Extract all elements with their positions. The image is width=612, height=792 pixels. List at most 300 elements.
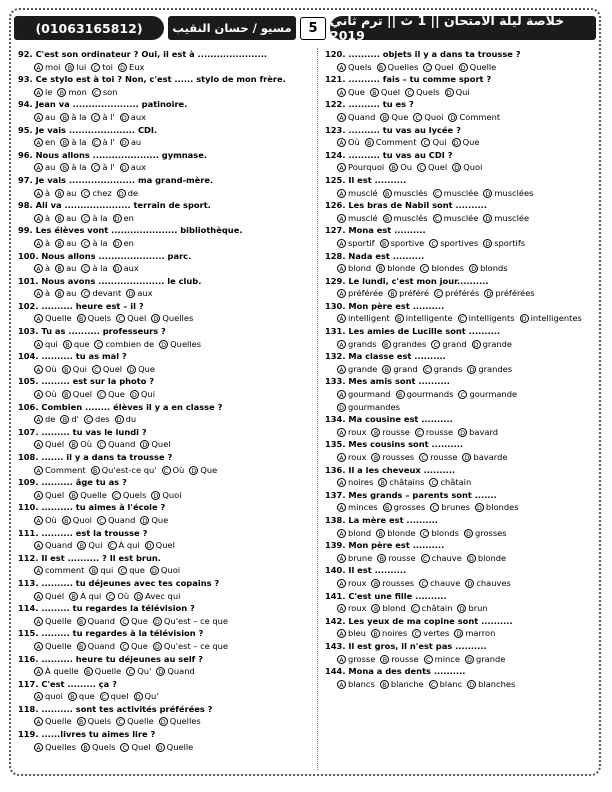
answer-option[interactable] xyxy=(116,715,154,728)
answer-option[interactable] xyxy=(412,627,449,640)
option-letter-circle: B xyxy=(91,466,100,475)
option-text: châtain xyxy=(421,603,453,614)
question-item xyxy=(18,552,314,577)
answer-option[interactable] xyxy=(106,590,129,603)
answer-option[interactable] xyxy=(77,640,115,653)
option-text: Quoi xyxy=(72,514,92,525)
answer-option[interactable] xyxy=(337,338,377,351)
option-text: Quelle xyxy=(80,489,107,500)
option-text: sportives xyxy=(440,237,479,248)
answer-option[interactable] xyxy=(459,61,497,74)
answer-option[interactable] xyxy=(65,61,86,74)
answer-option[interactable] xyxy=(151,489,181,502)
answer-option[interactable] xyxy=(151,312,193,325)
answer-option[interactable] xyxy=(34,212,50,225)
answer-option[interactable] xyxy=(337,187,378,200)
answer-option[interactable] xyxy=(457,602,487,615)
answer-option[interactable] xyxy=(34,312,72,325)
answer-option[interactable] xyxy=(81,237,107,250)
option-text: Qui xyxy=(72,363,87,374)
option-letter-circle: C xyxy=(108,541,117,550)
option-text: brune xyxy=(348,552,373,563)
answer-option[interactable] xyxy=(81,741,116,754)
option-text: Quelle xyxy=(45,640,72,651)
answer-option[interactable] xyxy=(118,564,145,577)
answer-option[interactable] xyxy=(162,464,185,477)
answer-option[interactable] xyxy=(395,312,453,325)
answer-option[interactable] xyxy=(115,413,137,426)
option-text: aux xyxy=(123,263,139,274)
option-letter-circle: B xyxy=(55,214,64,223)
answer-option[interactable] xyxy=(120,136,141,149)
option-text: Comment xyxy=(375,137,417,148)
option-text: blond xyxy=(348,263,372,274)
option-text: Que xyxy=(348,86,365,97)
option-text: blonde xyxy=(477,552,507,563)
answer-option[interactable] xyxy=(483,237,525,250)
answer-option[interactable] xyxy=(452,136,480,149)
option-letter-circle: A xyxy=(34,214,43,223)
answer-option[interactable] xyxy=(62,363,87,376)
answer-option[interactable] xyxy=(423,61,453,74)
answer-option[interactable] xyxy=(81,187,111,200)
answer-option[interactable] xyxy=(126,287,152,300)
answer-option[interactable] xyxy=(120,615,148,628)
question-text: 127. Mona est .......... xyxy=(325,225,426,236)
option-letter-circle: B xyxy=(380,239,389,248)
answer-option[interactable] xyxy=(337,476,373,489)
answer-option[interactable] xyxy=(134,690,159,703)
option-text: Que xyxy=(391,111,409,122)
answer-option[interactable] xyxy=(337,426,366,439)
answer-option[interactable] xyxy=(389,161,412,174)
answer-option[interactable] xyxy=(429,237,478,250)
answer-option[interactable] xyxy=(68,690,95,703)
option-letter-circle: B xyxy=(60,163,69,172)
answer-option[interactable] xyxy=(34,665,79,678)
question-text: 113. .......... tu déjeunes avec tes copains ? xyxy=(18,577,220,588)
answer-option[interactable] xyxy=(465,653,505,666)
answer-option[interactable] xyxy=(431,338,466,351)
answer-option[interactable] xyxy=(371,451,414,464)
answer-option[interactable] xyxy=(120,161,146,174)
answer-option[interactable] xyxy=(69,489,107,502)
answer-option[interactable] xyxy=(97,438,135,451)
answer-option[interactable] xyxy=(377,61,419,74)
option-letter-circle: D xyxy=(120,113,129,122)
answer-option[interactable] xyxy=(77,615,115,628)
answer-option[interactable] xyxy=(434,287,479,300)
answer-option[interactable] xyxy=(34,741,76,754)
answer-option[interactable] xyxy=(60,413,79,426)
answer-option[interactable] xyxy=(34,489,64,502)
answer-option[interactable] xyxy=(337,161,384,174)
answer-option[interactable] xyxy=(55,287,76,300)
option-text: blonds xyxy=(431,527,459,538)
answer-option[interactable] xyxy=(465,577,511,590)
answer-option[interactable] xyxy=(69,438,92,451)
option-letter-circle: D xyxy=(465,655,474,664)
option-letter-circle: A xyxy=(337,503,346,512)
answer-option[interactable] xyxy=(55,187,76,200)
option-text: châtain xyxy=(440,477,472,488)
option-text: lui xyxy=(76,61,87,72)
option-text: gourmande xyxy=(469,389,518,400)
answer-option[interactable] xyxy=(433,212,479,225)
option-text: à l' xyxy=(102,162,115,173)
answer-option[interactable] xyxy=(108,539,140,552)
answer-option[interactable] xyxy=(337,653,375,666)
answer-option[interactable] xyxy=(91,111,114,124)
answer-option[interactable] xyxy=(420,262,464,275)
answer-option[interactable] xyxy=(34,237,50,250)
answer-option[interactable] xyxy=(34,615,72,628)
answer-option[interactable] xyxy=(34,514,57,527)
answer-option[interactable] xyxy=(337,312,390,325)
answer-option[interactable] xyxy=(371,627,407,640)
answer-option[interactable] xyxy=(405,86,440,99)
answer-option[interactable] xyxy=(34,161,55,174)
option-text: Quels xyxy=(91,741,116,752)
question-text: 98. Ali va ..................... terrain de sport. xyxy=(18,200,211,211)
answer-option[interactable] xyxy=(464,527,507,540)
answer-option[interactable] xyxy=(126,665,151,678)
option-letter-circle: D xyxy=(134,592,143,601)
answer-option[interactable] xyxy=(92,363,122,376)
question-text: 136. Il a les cheveux .......... xyxy=(325,464,456,475)
answer-option[interactable] xyxy=(467,552,506,565)
option-text: Qu'est-ce qu' xyxy=(101,464,157,475)
answer-option[interactable] xyxy=(452,161,482,174)
answer-option[interactable] xyxy=(94,338,154,351)
question-item xyxy=(18,476,314,501)
answer-options xyxy=(325,426,597,439)
answer-option[interactable] xyxy=(140,514,168,527)
answer-option[interactable] xyxy=(34,86,52,99)
answer-options xyxy=(18,690,314,703)
answer-option[interactable] xyxy=(337,212,378,225)
answer-option[interactable] xyxy=(130,388,155,401)
answer-option[interactable] xyxy=(430,501,470,514)
answer-options xyxy=(18,615,314,628)
answer-option[interactable] xyxy=(337,136,360,149)
answer-option[interactable] xyxy=(150,564,180,577)
question-item xyxy=(325,564,597,589)
option-text: à l' xyxy=(102,137,115,148)
answer-option[interactable] xyxy=(34,111,55,124)
answer-option[interactable] xyxy=(337,451,366,464)
answer-option[interactable] xyxy=(100,690,129,703)
option-letter-circle: D xyxy=(189,466,198,475)
answer-option[interactable] xyxy=(81,287,121,300)
option-letter-circle: B xyxy=(378,478,387,487)
answer-option[interactable] xyxy=(380,678,424,691)
option-letter-circle: C xyxy=(421,138,430,147)
answer-option[interactable] xyxy=(55,262,76,275)
answer-option[interactable] xyxy=(337,602,366,615)
answer-option[interactable] xyxy=(411,602,453,615)
answer-option[interactable] xyxy=(112,489,147,502)
answer-option[interactable] xyxy=(34,438,64,451)
answer-option[interactable] xyxy=(371,426,409,439)
answer-option[interactable] xyxy=(421,552,462,565)
option-text: Quand xyxy=(87,615,116,626)
option-letter-circle: C xyxy=(81,239,90,248)
answer-option[interactable] xyxy=(337,577,366,590)
answer-option[interactable] xyxy=(60,161,86,174)
answer-option[interactable] xyxy=(458,388,517,401)
answer-option[interactable] xyxy=(421,136,446,149)
option-letter-circle: C xyxy=(420,529,429,538)
answer-option[interactable] xyxy=(113,237,134,250)
answer-option[interactable] xyxy=(153,640,228,653)
answer-option[interactable] xyxy=(337,262,371,275)
answer-option[interactable] xyxy=(423,363,463,376)
answer-option[interactable] xyxy=(483,187,533,200)
answer-option[interactable] xyxy=(483,212,529,225)
option-letter-circle: C xyxy=(434,289,443,298)
option-letter-circle: B xyxy=(371,428,380,437)
option-text: Quels xyxy=(87,716,112,727)
answer-option[interactable] xyxy=(97,514,135,527)
answer-option[interactable] xyxy=(34,338,58,351)
answer-option[interactable] xyxy=(520,312,582,325)
option-text: Quelle xyxy=(469,61,497,72)
answer-option[interactable] xyxy=(377,552,415,565)
answer-option[interactable] xyxy=(424,653,460,666)
answer-option[interactable] xyxy=(448,111,500,124)
question-text: 123. .......... tu vas au lycée ? xyxy=(325,124,461,135)
answer-option[interactable] xyxy=(34,715,72,728)
answer-option[interactable] xyxy=(337,388,391,401)
question-item xyxy=(18,275,314,300)
answer-option[interactable] xyxy=(458,312,515,325)
answer-option[interactable] xyxy=(77,715,112,728)
answer-option[interactable] xyxy=(376,262,415,275)
answer-option[interactable] xyxy=(337,678,375,691)
answer-option[interactable] xyxy=(113,262,139,275)
answer-option[interactable] xyxy=(365,136,417,149)
answer-option[interactable] xyxy=(60,136,86,149)
answer-option[interactable] xyxy=(34,287,50,300)
answer-option[interactable] xyxy=(467,678,515,691)
option-letter-circle: A xyxy=(337,138,346,147)
option-text: Qui xyxy=(140,389,156,400)
answer-option[interactable] xyxy=(337,111,375,124)
answer-option[interactable] xyxy=(472,338,512,351)
option-text: Quel xyxy=(151,439,171,450)
answer-option[interactable] xyxy=(34,464,86,477)
answer-option[interactable] xyxy=(118,61,144,74)
answer-option[interactable] xyxy=(337,627,366,640)
answer-option[interactable] xyxy=(89,564,113,577)
answer-option[interactable] xyxy=(417,161,447,174)
answer-option[interactable] xyxy=(458,426,498,439)
answer-option[interactable] xyxy=(371,602,405,615)
answer-option[interactable] xyxy=(383,187,428,200)
answer-option[interactable] xyxy=(113,212,134,225)
answer-option[interactable] xyxy=(92,86,118,99)
answer-option[interactable] xyxy=(484,287,534,300)
option-letter-circle: D xyxy=(156,743,165,752)
option-text: noires xyxy=(348,477,374,488)
option-letter-circle: A xyxy=(337,529,346,538)
answer-option[interactable] xyxy=(382,363,417,376)
question-item xyxy=(18,653,314,678)
answer-option[interactable] xyxy=(91,464,157,477)
answer-option[interactable] xyxy=(378,476,424,489)
option-letter-circle: A xyxy=(34,189,43,198)
answer-option[interactable] xyxy=(382,338,427,351)
answer-option[interactable] xyxy=(91,161,114,174)
answer-option[interactable] xyxy=(388,287,429,300)
answer-option[interactable] xyxy=(337,86,365,99)
answer-option[interactable] xyxy=(156,665,194,678)
answer-options xyxy=(325,312,597,325)
answer-options xyxy=(325,451,597,464)
option-text: intelligentes xyxy=(530,313,582,324)
option-text: grands xyxy=(348,338,377,349)
answer-option[interactable] xyxy=(429,678,462,691)
answer-option[interactable] xyxy=(55,237,76,250)
answer-option[interactable] xyxy=(337,501,378,514)
answer-option[interactable] xyxy=(34,187,50,200)
answer-option[interactable] xyxy=(92,136,115,149)
answer-option[interactable] xyxy=(433,187,479,200)
answer-option[interactable] xyxy=(153,615,228,628)
answer-option[interactable] xyxy=(337,237,375,250)
question-text: 108. ....... il y a dans ta trousse ? xyxy=(18,452,173,462)
answer-option[interactable] xyxy=(34,61,60,74)
answer-option[interactable] xyxy=(120,640,148,653)
answer-option[interactable] xyxy=(419,451,457,464)
option-letter-circle: C xyxy=(100,692,109,701)
option-letter-circle: A xyxy=(337,239,346,248)
answer-option[interactable] xyxy=(454,627,495,640)
answer-option[interactable] xyxy=(34,363,57,376)
answer-option[interactable] xyxy=(475,501,519,514)
answer-option[interactable] xyxy=(63,338,90,351)
option-letter-circle: A xyxy=(34,264,43,273)
question-item xyxy=(325,539,597,564)
option-letter-circle: C xyxy=(112,491,121,500)
answer-option[interactable] xyxy=(81,212,107,225)
answer-option[interactable] xyxy=(34,564,84,577)
answer-option[interactable] xyxy=(371,577,414,590)
question-text: 99. Les élèves vont ..................... bibliothèque. xyxy=(18,225,243,236)
answer-option[interactable] xyxy=(380,653,418,666)
option-letter-circle: A xyxy=(337,189,346,198)
answer-option[interactable] xyxy=(159,715,201,728)
option-text: gourmandes xyxy=(348,401,400,412)
answer-option[interactable] xyxy=(376,527,415,540)
option-letter-circle: B xyxy=(389,163,398,172)
option-letter-circle: C xyxy=(420,264,429,273)
answer-option[interactable] xyxy=(120,741,150,754)
option-letter-circle: A xyxy=(34,440,43,449)
answer-option[interactable] xyxy=(77,312,112,325)
answer-option[interactable] xyxy=(117,187,138,200)
answer-option[interactable] xyxy=(189,464,217,477)
option-text: Quel xyxy=(102,363,123,374)
option-text: Quand xyxy=(167,666,195,677)
option-text: Où xyxy=(348,137,360,148)
answer-option[interactable] xyxy=(34,590,64,603)
answer-option[interactable] xyxy=(156,741,194,754)
answer-option[interactable] xyxy=(337,401,400,414)
answer-option[interactable] xyxy=(337,61,372,74)
answer-option[interactable] xyxy=(462,451,507,464)
answer-option[interactable] xyxy=(57,86,86,99)
answer-option[interactable] xyxy=(145,539,175,552)
answer-option[interactable] xyxy=(134,590,180,603)
answer-option[interactable] xyxy=(413,111,443,124)
answer-option[interactable] xyxy=(34,539,72,552)
answer-option[interactable] xyxy=(370,86,400,99)
answer-option[interactable] xyxy=(127,363,155,376)
answer-option[interactable] xyxy=(396,388,454,401)
option-text: qui xyxy=(45,338,58,349)
answer-option[interactable] xyxy=(34,262,50,275)
answer-option[interactable] xyxy=(469,262,508,275)
option-letter-circle: B xyxy=(89,566,98,575)
option-text: Où xyxy=(45,363,57,374)
answer-option[interactable] xyxy=(383,212,428,225)
answer-option[interactable] xyxy=(116,312,146,325)
answer-option[interactable] xyxy=(69,590,101,603)
answer-option[interactable] xyxy=(467,363,512,376)
option-text: Quel xyxy=(428,162,448,173)
answer-option[interactable] xyxy=(337,552,372,565)
option-letter-circle: D xyxy=(472,340,481,349)
answer-option[interactable] xyxy=(445,86,470,99)
answer-option[interactable] xyxy=(383,501,426,514)
question-text: 121. .......... fais – tu comme sport ? xyxy=(325,74,492,85)
option-letter-circle: B xyxy=(382,340,391,349)
answer-option[interactable] xyxy=(62,388,92,401)
answer-option[interactable] xyxy=(60,111,86,124)
answer-option[interactable] xyxy=(84,665,122,678)
option-text: Quelle xyxy=(45,716,72,727)
option-letter-circle: B xyxy=(77,717,86,726)
answer-option[interactable] xyxy=(380,111,408,124)
answer-option[interactable] xyxy=(91,61,113,74)
answer-option[interactable] xyxy=(62,514,92,527)
answer-option[interactable] xyxy=(120,111,146,124)
answer-option[interactable] xyxy=(380,237,425,250)
answer-option[interactable] xyxy=(34,640,72,653)
option-letter-circle: B xyxy=(376,264,385,273)
answer-option[interactable] xyxy=(77,539,102,552)
answer-option[interactable] xyxy=(84,413,110,426)
answer-option[interactable] xyxy=(337,527,371,540)
answer-option[interactable] xyxy=(140,438,170,451)
answer-option[interactable] xyxy=(34,388,57,401)
answer-option[interactable] xyxy=(159,338,201,351)
answer-option[interactable] xyxy=(419,577,460,590)
answer-option[interactable] xyxy=(34,136,55,149)
answer-option[interactable] xyxy=(429,476,471,489)
answer-option[interactable] xyxy=(337,363,377,376)
answer-option[interactable] xyxy=(34,690,63,703)
answer-option[interactable] xyxy=(55,212,76,225)
answer-option[interactable] xyxy=(337,287,383,300)
answer-option[interactable] xyxy=(81,262,107,275)
answer-option[interactable] xyxy=(415,426,453,439)
answer-option[interactable] xyxy=(420,527,459,540)
answer-option[interactable] xyxy=(34,413,55,426)
answer-option[interactable] xyxy=(97,388,125,401)
